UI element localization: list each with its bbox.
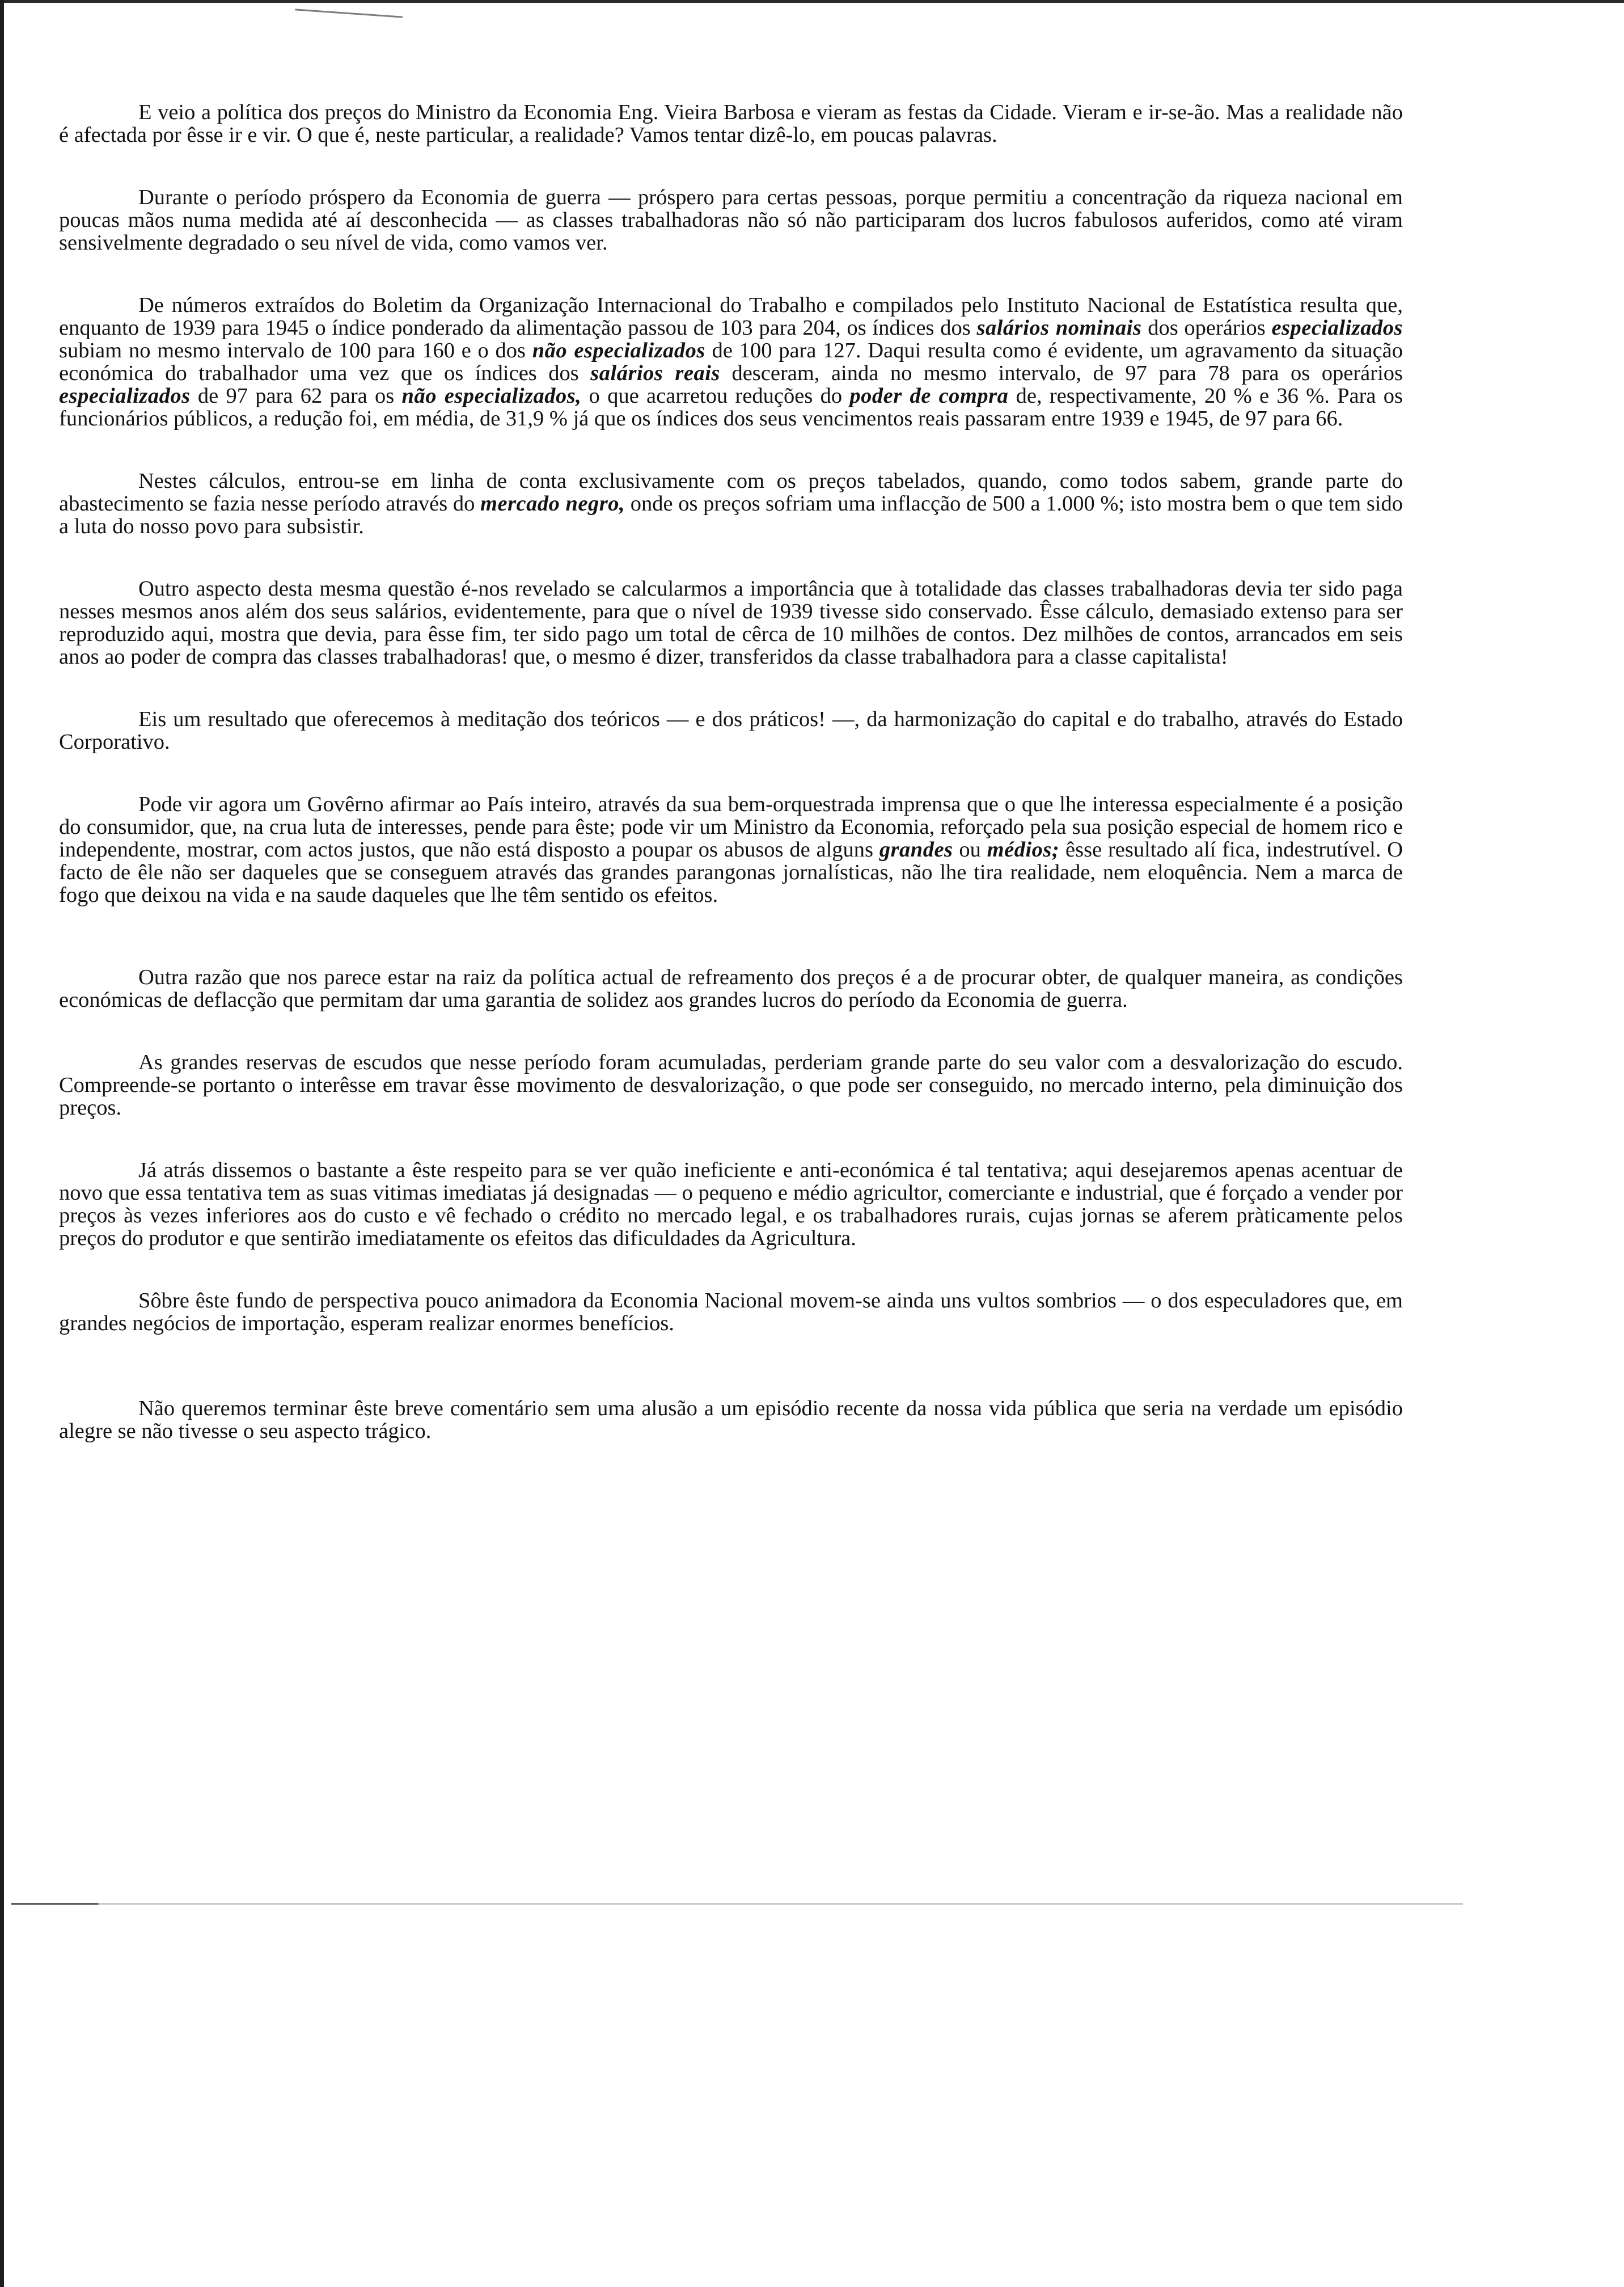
paragraph-text: Durante o período próspero da Economia de guerra — próspero para certas pessoas, porque permitiu a concentração da riqueza nacional em poucas mãos numa medida até aí desconhecida — as classes trabalhadoras não só não participaram dos lucros fabulosos auferidos, como até viram sensivelmente degradado o seu nível de vida, como vamos ver.: [59, 185, 1403, 255]
paragraph: [59, 966, 1403, 1011]
paragraph-text: de 97 para 62 para os: [190, 384, 402, 408]
paragraph-text: Nestes cálculos, entrou-se em linha de conta exclusivamente com os preços tabelados, quando, como todos sabem, grande parte do abastecimento se fazia nesse período através do: [59, 469, 1403, 516]
emphasis-text: mercado negro,: [480, 492, 625, 516]
paragraph-text: onde os preços sofriam uma inflacção de 500 a 1.000 %; isto mostra bem o que tem sido a luta do nosso povo para subsistir.: [59, 492, 1403, 538]
paragraph-text: desceram, ainda no mesmo intervalo, de 97 para 78 para os operários: [720, 361, 1403, 385]
paragraph: [59, 470, 1403, 538]
emphasis-text: especializados: [1271, 316, 1403, 340]
paragraph-text: Já atrás dissemos o bastante a êste respeito para se ver quão ineficiente e anti-económica é tal tentativa; aqui desejaremos apenas acentuar de novo que essa tentativa tem as suas vitimas imediatas já designadas — o pequeno e médio agricultor, comerciante e industrial, que é forçado a vender por preços às vezes inferiores aos do custo e vê fechado o crédito no mercado legal, e os trabalhadores rurais, cujas jornas se aferem pràticamente pelos preços do produtor e que sentirão imediatamente os efeitos das dificuldades da Agricultura.: [59, 1158, 1403, 1250]
paragraph: [59, 1397, 1403, 1442]
paragraph: [59, 577, 1403, 668]
paragraph-text: de 100 para 127. Daqui resulta como é evidente, um agravamento da situação económica do trabalhador uma vez que os índices dos: [59, 339, 1403, 385]
emphasis-text: médios;: [987, 838, 1060, 862]
paragraph-text: de, respectivamente, 20 % e 36 %. Para os funcionários públicos, a redução foi, em média, de 31,9 % já que os índices dos seus vencimentos reais passaram entre 1939 e 1945, de 97 para 66.: [59, 384, 1403, 431]
paragraph: [59, 1289, 1403, 1335]
scan-mark: [295, 9, 403, 18]
emphasis-text: salários nominais: [976, 316, 1142, 340]
paragraph-text: As grandes reservas de escudos que nesse período foram acumuladas, perderiam grande parte do seu valor com a desvalorização do escudo. Compreende-se portanto o interêsse em travar êsse movimento de desvalorização, o que pode ser conseguido, no mercado interno, pela diminuição dos preços.: [59, 1050, 1403, 1120]
paragraph-text: E veio a política dos preços do Ministro da Economia Eng. Vieira Barbosa e vieram as festas da Cidade. Vieram e ir-se-ão. Mas a realidade não é afectada por êsse ir e vir. O que é, neste particular, a realidade? Vamos tentar dizê-lo, em poucas palavras.: [59, 100, 1403, 147]
paragraph-text: o que acarretou reduções do: [581, 384, 850, 408]
emphasis-text: poder de compra: [849, 384, 1009, 408]
paragraph: [59, 186, 1403, 254]
bottom-rule: [11, 1903, 1463, 1905]
paragraph-text: dos operários: [1141, 316, 1272, 340]
paragraph-text: Outro aspecto desta mesma questão é-nos revelado se calcularmos a importância que à totalidade das classes trabalhadoras devia ter sido paga nesses mesmos anos além dos seus salários, evidentemente, para que o nível de 1939 tivesse sido conservado. Êsse cálculo, demasiado extenso para ser reproduzido aqui, mostra que devia, para êsse fim, ter sido pago um total de cêrca de 10 milhões de contos. Dez milhões de contos, arrancados em seis anos ao poder de compra das classes trabalhadoras! que, o mesmo é dizer, transferidos da classe trabalhadora para a classe capitalista!: [59, 577, 1403, 669]
paragraph-text: êsse resultado alí fica, indestrutível. O facto de êle não ser daqueles que se conseguem através das grandes parangonas jornalísticas, não lhe tira realidade, nem eloquência. Nem a marca de fogo que deixou na vida e na saude daqueles que lhe têm sentido os efeitos.: [59, 838, 1403, 907]
paragraph: [59, 793, 1403, 906]
paragraph: [59, 708, 1403, 753]
document-body: [59, 101, 1403, 1482]
emphasis-text: especializados: [59, 384, 191, 408]
paragraph: [59, 1051, 1403, 1119]
page-left-border: [0, 0, 4, 2287]
paragraph-text: Eis um resultado que oferecemos à meditação dos teóricos — e dos práticos! —, da harmonização do capital e do trabalho, através do Estado Corporativo.: [59, 707, 1403, 754]
paragraph-text: De números extraídos do Boletim da Organização Internacional do Trabalho e compilados pelo Instituto Nacional de Estatística resulta que, enquanto de 1939 para 1945 o índice ponderado da alimentação passou de 103 para 204, os índices dos: [59, 293, 1403, 340]
paragraph-text: Outra razão que nos parece estar na raiz da política actual de refreamento dos preços é a de procurar obter, de qualquer maneira, as condições económicas de deflacção que permitam dar uma garantia de solidez aos grandes lucros do período da Economia de guerra.: [59, 965, 1403, 1012]
paragraph-text: Pode vir agora um Govêrno afirmar ao País inteiro, através da sua bem-orquestrada imprensa que o que lhe interessa especialmente é a posição do consumidor, que, na crua luta de interesses, pende para êste; pode vir um Ministro da Economia, reforçado pela sua posição especial de homem rico e independente, mostrar, com actos justos, que não está disposto a poupar os abusos de alguns: [59, 792, 1403, 862]
paragraph: [59, 1159, 1403, 1250]
emphasis-text: não especializados,: [401, 384, 582, 408]
paragraph-text: Sôbre êste fundo de perspectiva pouco animadora da Economia Nacional movem-se ainda uns vultos sombrios — o dos especuladores que, em grandes negócios de importação, esperam realizar enormes benefícios.: [59, 1289, 1403, 1335]
emphasis-text: grandes: [879, 838, 953, 862]
paragraph: [59, 101, 1403, 146]
paragraph: [59, 294, 1403, 430]
paragraph-text: ou: [953, 838, 987, 862]
page-top-border: [0, 0, 1624, 7]
paragraph-text: subiam no mesmo intervalo de 100 para 160 e o dos: [59, 339, 532, 362]
emphasis-text: salários reais: [590, 361, 720, 385]
paragraph-text: Não queremos terminar êste breve comentário sem uma alusão a um episódio recente da nossa vida pública que seria na verdade um episódio alegre se não tivesse o seu aspecto trágico.: [59, 1396, 1403, 1443]
emphasis-text: não especializados: [532, 339, 705, 362]
